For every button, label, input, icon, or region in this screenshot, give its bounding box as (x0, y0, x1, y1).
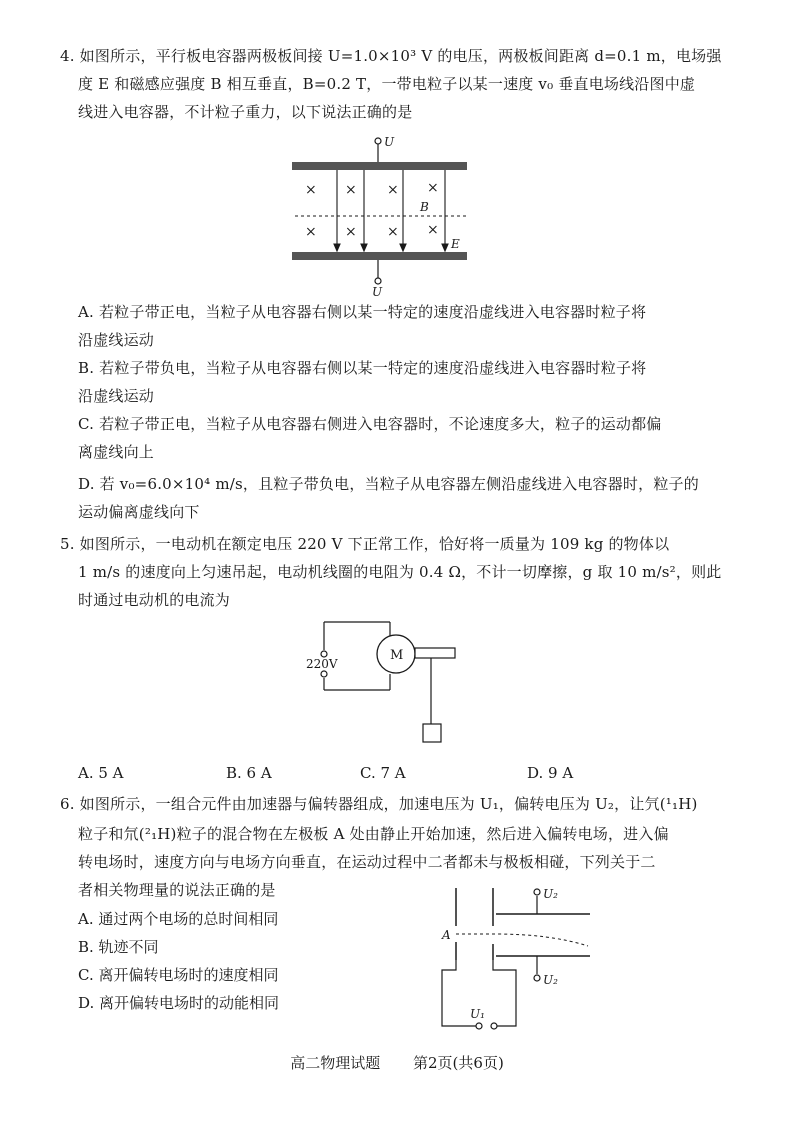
q6-accelerator-deflector-figure (430, 880, 630, 1032)
q6-u2-top-label: U₂ (543, 887, 558, 901)
q6-option-c: C. 离开偏转电场时的速度相同 (78, 966, 279, 984)
q5-option-a: A. 5 A (78, 764, 124, 782)
q4-option-d-line-1: D. 若 v₀=6.0×10⁴ m/s，且粒子带负电，当粒子从电容器左侧沿虚线进入电容器时，粒子的 (78, 475, 699, 493)
q4-option-d-line-2: 运动偏离虚线向下 (78, 503, 200, 521)
q4-b-cross: × (427, 222, 439, 238)
q5-stem-line-3: 时通过电动机的电流为 (78, 591, 231, 609)
footer-page-number: 第2页(共6页) (413, 1054, 504, 1072)
q4-b-label: B (420, 200, 429, 214)
q5-stem-line-2: 1 m/s 的速度向上匀速吊起，电动机线圈的电阻为 0.4 Ω，不计一切摩擦，g 取 10 m/s²，则此 (78, 563, 722, 581)
q4-b-cross: × (427, 180, 439, 196)
q6-a-label: A (442, 928, 451, 942)
q6-stem-line-3: 转电场时，速度方向与电场方向垂直，在运动过程中二者都未与极板相碰，下列关于二 (78, 853, 656, 871)
q4-b-cross: × (345, 224, 357, 240)
q4-capacitor-figure (280, 130, 480, 300)
q4-stem-line-3: 线进入电容器，不计粒子重力，以下说法正确的是 (78, 103, 413, 121)
q5-voltage-label: 220V (306, 657, 338, 671)
q6-option-a: A. 通过两个电场的总时间相同 (78, 910, 279, 928)
q4-e-label: E (451, 237, 460, 251)
q5-stem-line-1: 5. 如图所示，一电动机在额定电压 220 V 下正常工作，恰好将一质量为 109 kg 的物体以 (60, 535, 670, 553)
q4-option-b-line-2: 沿虚线运动 (78, 387, 155, 405)
page-footer (0, 1052, 794, 1073)
q6-stem-line-2: 粒子和氘(²₁H)粒子的混合物在左极板 A 处由静止开始加速，然后进入偏转电场，进入偏 (78, 825, 669, 843)
footer-subject: 高二物理试题 (290, 1054, 381, 1072)
q4-top-u-label: U (384, 135, 395, 149)
q5-motor-figure (300, 614, 470, 754)
q4-stem-line-2: 度 E 和磁感应强度 B 相互垂直，B=0.2 T，一带电粒子以某一速度 v₀ 垂直电场线沿图中虚 (78, 75, 696, 93)
q6-particle-path (456, 934, 588, 946)
q6-u1-label: U₁ (470, 1007, 485, 1021)
q4-option-b-line-1: B. 若粒子带负电，当粒子从电容器右侧以某一特定的速度沿虚线进入电容器时粒子将 (78, 359, 647, 377)
q5-option-d: D. 9 A (527, 764, 574, 782)
q4-option-c-line-1: C. 若粒子带正电，当粒子从电容器右侧进入电容器时，不论速度多大，粒子的运动都偏 (78, 415, 662, 433)
q4-option-a-line-1: A. 若粒子带正电，当粒子从电容器右侧以某一特定的速度沿虚线进入电容器时粒子将 (78, 303, 647, 321)
q5-option-c: C. 7 A (360, 764, 406, 782)
q4-bottom-plate (292, 252, 467, 260)
q4-b-cross: × (387, 224, 399, 240)
q6-stem-line-4: 者相关物理量的说法正确的是 (78, 881, 276, 899)
q4-b-cross: × (345, 182, 357, 198)
q6-u2-bottom-label: U₂ (543, 973, 558, 987)
q4-top-plate (292, 162, 467, 170)
q4-bottom-u-label: U (372, 285, 383, 299)
q4-stem-line-1: 4. 如图所示，平行板电容器两极板间接 U=1.0×10³ V 的电压，两极板间距离 d=0.1 m，电场强 (60, 47, 722, 65)
q4-b-cross: × (387, 182, 399, 198)
q5-option-b: B. 6 A (226, 764, 272, 782)
q6-stem-line-1: 6. 如图所示，一组合元件由加速器与偏转器组成，加速电压为 U₁，偏转电压为 U₂，让氕(¹₁H) (60, 795, 698, 813)
q4-b-cross: × (305, 182, 317, 198)
q5-pulley-shaft (415, 648, 455, 658)
q6-option-d: D. 离开偏转电场时的动能相同 (78, 994, 280, 1012)
q4-option-c-line-2: 离虚线向上 (78, 443, 155, 461)
q4-b-cross: × (305, 224, 317, 240)
q5-weight (423, 724, 441, 742)
q4-option-a-line-2: 沿虚线运动 (78, 331, 155, 349)
q6-option-b: B. 轨迹不同 (78, 938, 159, 956)
q5-motor-label: M (390, 648, 404, 663)
